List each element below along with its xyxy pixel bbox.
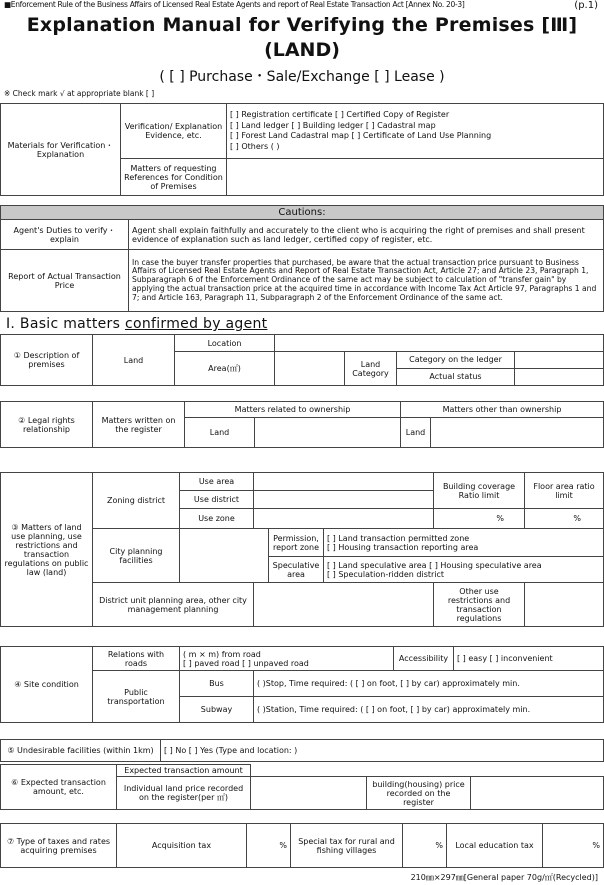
district-unit-label: District unit planning area, other city management planning: [93, 583, 254, 627]
rights-table: [0, 401, 604, 448]
coverage-percent[interactable]: %: [434, 509, 525, 529]
bus-field[interactable]: ( )Stop, Time required: ( [ ] on foot, [ ] by car) approximately min.: [254, 671, 604, 697]
paper-spec-footer: 210㎜×297㎜[General paper 70g/㎡(Recycled)]: [410, 873, 598, 882]
city-planning-field[interactable]: [180, 529, 269, 583]
use-area-label: Use area: [180, 473, 254, 491]
form-reference: ■Enforcement Rule of the Business Affairs of Licensed Real Estate Agents and report of Real Estate Transaction Act [Annex No. 20-3]: [4, 0, 465, 9]
use-area-field[interactable]: [254, 473, 434, 491]
acquisition-tax-field[interactable]: %: [247, 824, 291, 868]
document-subtitle: (LAND): [264, 39, 340, 61]
use-zone-label: Use zone: [180, 509, 254, 529]
transaction-type-checkboxes[interactable]: ( [ ] Purchase・Sale/Exchange [ ] Lease ): [159, 69, 445, 85]
document-title: Explanation Manual for Verifying the Premises [Ⅲ]: [26, 14, 578, 36]
roads-field[interactable]: ( m × m) from road [ ] paved road [ ] unpaved road: [180, 647, 394, 671]
expected-label: ⑥ Expected transaction amount, etc.: [1, 765, 117, 810]
duty-text: Agent shall explain faithfully and accurately to the client who is acquiring the right of premises and shall present evidence of explanation such as land ledger, certified copy of register, etc.: [129, 220, 604, 250]
expected-table: [0, 764, 604, 810]
other-use-label: Other use restrictions and transaction regulations: [434, 583, 525, 627]
requesting-label: Matters of requesting References for Condition of Premises: [121, 159, 227, 196]
other-use-field[interactable]: [525, 583, 604, 627]
building-price-label: building(housing) price recorded on the register: [367, 777, 471, 810]
speculative-checkboxes[interactable]: [ ] Land speculative area [ ] Housing speculative area [ ] Speculation-ridden district: [324, 557, 604, 583]
materials-label: Materials for Verification・Explanation: [1, 104, 121, 196]
building-price-field[interactable]: [471, 777, 604, 810]
zoning-label: Zoning district: [93, 473, 180, 529]
actual-status-label: Actual status: [429, 372, 482, 381]
cautions-title: Cautions:: [1, 206, 604, 220]
other-land-label: Land: [401, 418, 431, 448]
report-label: Report of Actual Transaction Price: [1, 250, 129, 312]
expected-amount-label: Expected transaction amount: [117, 765, 251, 777]
rights-label: ② Legal rights relationship: [1, 402, 93, 448]
accessibility-checkboxes[interactable]: [ ] easy [ ] inconvenient: [454, 647, 604, 671]
evidence-label: Verification/ Explanation Evidence, etc.: [121, 104, 227, 159]
other-ownership-label: Matters other than ownership: [401, 402, 604, 418]
category-ledger-label: Category on the ledger: [397, 352, 514, 369]
permission-checkboxes[interactable]: [ ] Land transaction permitted zone [ ] Housing transaction reporting area: [324, 529, 604, 557]
district-unit-field[interactable]: [254, 583, 434, 627]
ownership-land-field[interactable]: [255, 418, 401, 448]
premises-label: ① Description of premises: [1, 335, 93, 386]
local-tax-field[interactable]: %: [543, 824, 604, 868]
city-planning-label: City planning facilities: [93, 529, 180, 583]
other-land-field[interactable]: [431, 418, 604, 448]
report-text: In case the buyer transfer properties that purchased, be aware that the actual transaction price pursuant to Business Affairs of Licensed Real Estate Agents and Report of Real Estate Transaction Act, Article 27; and Article 23, Paragraph 1, Subparagraph 6 of the Enforcement Ordinance of the same act may be subject to calculation of "transfer gain" by applying the actual transaction price at the acquired time in accordance with Income Tax Act Article 97, Paragraphs 1 and 7; and Article 163, Paragraph 11, Subparagraph 2 of the Enforcement Ordinance of the same act.: [129, 250, 604, 312]
bus-label: Bus: [180, 671, 254, 697]
duty-label: Agent's Duties to verify・explain: [1, 220, 129, 250]
special-tax-label: Special tax for rural and fishing villages: [291, 824, 403, 868]
undesirable-table: [0, 739, 604, 762]
area-field[interactable]: [275, 352, 345, 386]
landuse-label: ③ Matters of land use planning, use restrictions and transaction regulations on public law (land): [1, 473, 93, 627]
section-heading: Ⅰ. Basic matters confirmed by agent: [6, 316, 268, 332]
public-transport-label: Public transportation: [93, 671, 180, 723]
premises-land: Land: [93, 335, 175, 386]
acquisition-tax-label: Acquisition tax: [117, 824, 247, 868]
use-district-label: Use district: [180, 491, 254, 509]
special-tax-field[interactable]: %: [403, 824, 447, 868]
site-table: [0, 646, 604, 723]
actual-status-field: [515, 369, 603, 385]
evidence-checkboxes[interactable]: [ ] Registration certificate [ ] Certified Copy of Register [ ] Land ledger [ ] Building ledger [ ] Cadastral map [ ] Forest Land Cadastral map [ ] Certificate of Land Use Planning [ ] Others ( ): [227, 104, 604, 159]
requesting-field[interactable]: [227, 159, 604, 196]
permission-label: Permission, report zone: [269, 529, 324, 557]
land-price-label: Individual land price recorded on the register(per ㎡): [117, 777, 251, 810]
category-ledger-field: [515, 352, 603, 369]
local-tax-label: Local education tax: [447, 824, 543, 868]
materials-table: [0, 103, 604, 196]
written-label: Matters written on the register: [93, 402, 185, 448]
taxes-table: [0, 823, 604, 868]
use-district-field[interactable]: [254, 491, 434, 509]
roads-label: Relations with roads: [93, 647, 180, 671]
premises-table: [0, 334, 604, 386]
ownership-land-label: Land: [185, 418, 255, 448]
cautions-table: [0, 205, 604, 312]
area-label: Area(㎡): [175, 352, 275, 386]
check-mark-note: ※ Check mark √ at appropriate blank [ ]: [4, 89, 155, 98]
speculative-label: Speculative area: [269, 557, 324, 583]
location-field[interactable]: [275, 335, 604, 352]
land-price-field[interactable]: [251, 777, 367, 810]
page-number: (p.1): [574, 0, 598, 11]
floor-ratio-label: Floor area ratio limit: [525, 473, 604, 509]
accessibility-label: Accessibility: [394, 647, 454, 671]
undesirable-checkboxes[interactable]: [ ] No [ ] Yes (Type and location: ): [161, 740, 604, 762]
coverage-label: Building coverage Ratio limit: [434, 473, 525, 509]
subway-label: Subway: [180, 697, 254, 723]
subway-field[interactable]: ( )Station, Time required: ( [ ] on foot, [ ] by car) approximately min.: [254, 697, 604, 723]
location-label: Location: [175, 335, 275, 352]
ownership-label: Matters related to ownership: [185, 402, 401, 418]
land-category-label: Land Category: [345, 352, 397, 386]
undesirable-label: ⑤ Undesirable facilities (within 1km): [1, 740, 161, 762]
site-label: ④ Site condition: [1, 647, 93, 723]
landuse-table: [0, 472, 604, 627]
use-zone-field[interactable]: [254, 509, 434, 529]
taxes-label: ⑦ Type of taxes and rates acquiring premises: [1, 824, 117, 868]
floor-ratio-percent[interactable]: %: [525, 509, 604, 529]
